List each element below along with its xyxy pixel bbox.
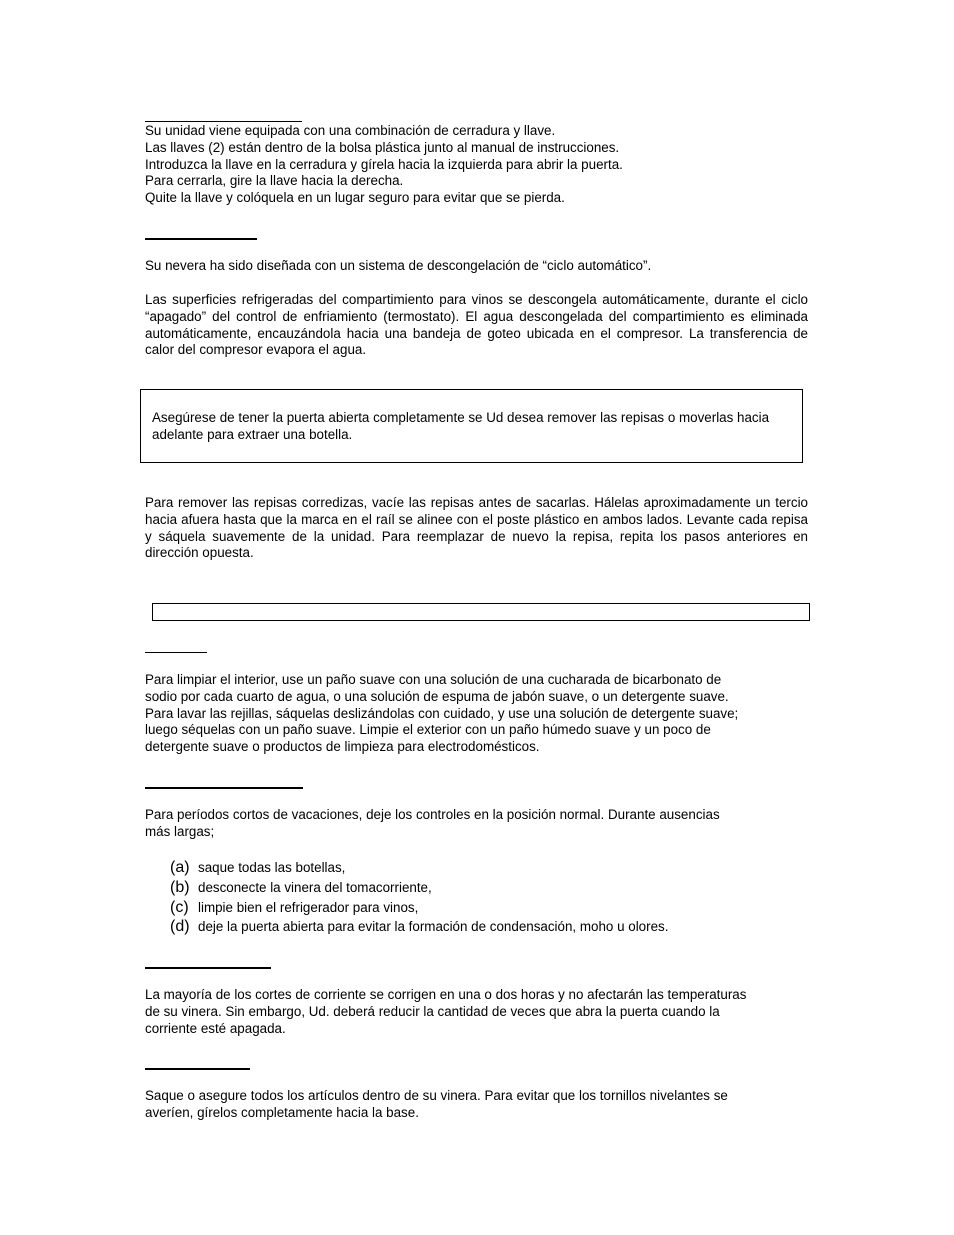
section-rule-moving [145, 1068, 250, 1070]
section-rule-power [145, 967, 271, 969]
lock-line: Las llaves (2) están dentro de la bolsa plástica junto al manual de instrucciones. [145, 139, 620, 155]
section-rule-cleaning [145, 652, 207, 653]
moving-paragraph [145, 1088, 808, 1122]
list-item [170, 917, 668, 937]
list-text: limpie bien el refrigerador para vinos, [198, 899, 419, 915]
moving-line: averíen, gírelos completamente hacia la base. [145, 1104, 419, 1120]
vacation-line: más largas; [145, 823, 215, 839]
list-marker: (c) [170, 898, 189, 916]
vacation-paragraph [145, 807, 808, 841]
cleaning-paragraph [145, 672, 808, 756]
defrost-intro: Su nevera ha sido diseñada con un sistema de descongelación de “ciclo automático”. [145, 258, 652, 273]
cleaning-line: Para limpiar el interior, use un paño suave con una solución de una cucharada de bicarbonato de [145, 672, 722, 687]
list-item [170, 898, 668, 918]
cleaning-line: Para lavar las rejillas, sáquelas deslizándolas con cuidado, y use una solución de detergente suave; [145, 705, 739, 721]
shelves-body: Para remover las repisas corredizas, vacíe las repisas antes de sacarlas. Hálelas aproximadamente un tercio hacia afuera hasta que la marca en el raíl se alinee con el poste plástico en ambos lados. Levante cada repisa y sáquela suavemente de la unidad. Para reemplazar de nuevo la repisa, repita los pasos anteriores en dirección opuesta. [145, 495, 808, 561]
cleaning-line: sodio por cada cuarto de agua, o una solución de espuma de jabón suave, o un detergente suave. [145, 688, 729, 704]
list-marker: (b) [170, 878, 190, 896]
list-text: saque todas las botellas, [198, 860, 346, 875]
power-paragraph [145, 987, 808, 1037]
section-rule-vacation [145, 787, 303, 789]
lock-line: Su unidad viene equipada con una combinación de cerradura y llave. [145, 123, 556, 138]
list-item [170, 858, 668, 878]
section-rule-defrost [145, 238, 257, 240]
lock-line: Para cerrarla, gire la llave hacia la derecha. [145, 173, 404, 189]
power-line: corriente esté apagada. [145, 1020, 286, 1036]
power-line: de su vinera. Sin embargo, Ud. deberá reducir la cantidad de veces que abra la puerta cuando la [145, 1003, 720, 1019]
lock-line: Quite la llave y colóquela en un lugar seguro para evitar que se pierda. [145, 190, 565, 206]
list-text: desconecte la vinera del tomacorriente, [198, 879, 432, 895]
list-text: deje la puerta abierta para evitar la formación de condensación, moho u olores. [198, 919, 669, 935]
cleaning-line: detergente suave o productos de limpieza para electrodomésticos. [145, 739, 540, 755]
lock-paragraph [145, 123, 808, 207]
vacation-list [170, 858, 668, 937]
empty-box [152, 603, 810, 621]
lock-line: Introduzca la llave en la cerradura y gírela hacia la izquierda para abrir la puerta. [145, 156, 623, 172]
notice-box [140, 389, 803, 463]
notice-text: Asegúrese de tener la puerta abierta completamente se Ud desea remover las repisas o moverlas hacia adelante para extraer una botella. [152, 410, 770, 442]
list-marker: (a) [170, 859, 190, 876]
cleaning-line: luego séquelas con un paño suave. Limpie el exterior con un paño húmedo suave y un poco de [145, 722, 711, 738]
defrost-body: Las superficies refrigeradas del compartimiento para vinos se descongela automáticamente, durante el ciclo “apagado” del control de enfriamiento (termostato). El agua descongelada del compartimiento es eliminada automáticamente, encauzándola hacia una bandeja de goteo ubicada en el compresor. La transferencia de calor del compresor evapora el agua. [145, 292, 808, 358]
power-line: La mayoría de los cortes de corriente se corrigen en una o dos horas y no afectarán las temperaturas [145, 987, 747, 1002]
vacation-line: Para períodos cortos de vacaciones, deje los controles en la posición normal. Durante ausencias [145, 807, 720, 822]
section-rule-lock [145, 121, 302, 122]
moving-line: Saque o asegure todos los artículos dentro de su vinera. Para evitar que los tornillos nivelantes se [145, 1088, 728, 1103]
list-item [170, 878, 668, 898]
list-marker: (d) [170, 918, 190, 936]
